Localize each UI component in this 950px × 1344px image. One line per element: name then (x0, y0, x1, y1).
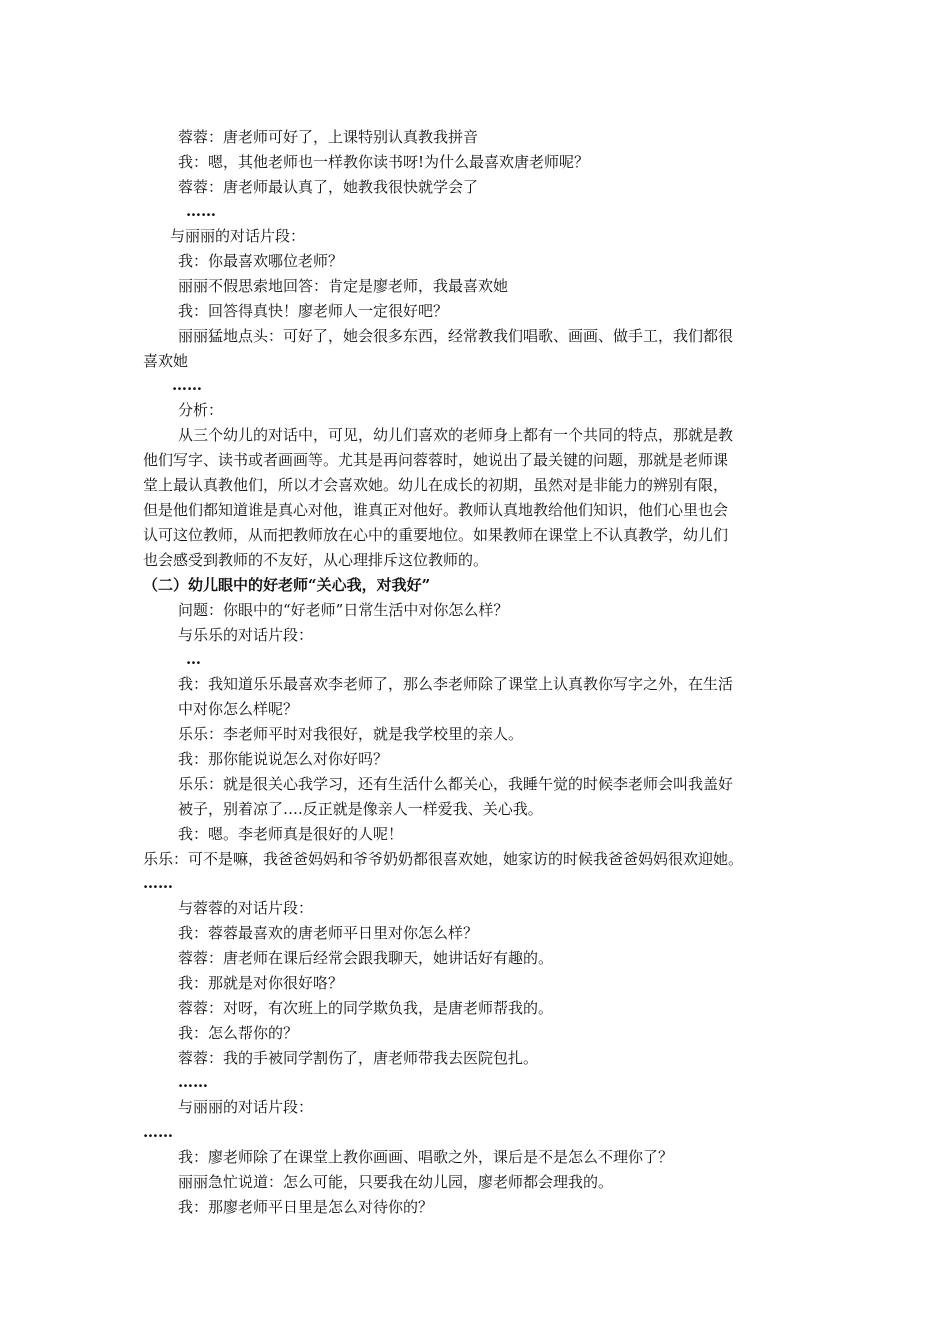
paragraph-line: 认可这位教师，从而把教师放在心中的重要地位。如果教师在课堂上不认真教学，幼儿们 (143, 526, 729, 544)
paragraph-line: 他们写字、读书或者画画等。尤其是再问蓉蓉时，她说出了最关键的问题，那就是老师课 (143, 451, 729, 469)
text-line: 我：那廖老师平日里是怎么对待你的？ (178, 1198, 434, 1216)
text-line: 乐乐：可不是嘛，我爸爸妈妈和爷爷奶奶都很喜欢她，她家访的时候我爸爸妈妈很欢迎她。 (143, 850, 744, 868)
text-line: 丽丽猛地点头：可好了，她会很多东西，经常教我们唱歌、画画、做手工，我们都很 (178, 327, 734, 345)
ellipsis-line: …… (143, 874, 173, 892)
text-line: 丽丽急忙说道：怎么可能，只要我在幼儿园，廖老师都会理我的。 (178, 1173, 614, 1191)
text-line: 与蓉蓉的对话片段： (178, 899, 314, 917)
ellipsis-line: … (186, 650, 201, 668)
text-line: 我：我知道乐乐最喜欢李老师了，那么李老师除了课堂上认真教你写字之外，在生活 (178, 675, 734, 693)
text-line: 我：怎么帮你的？ (178, 1024, 299, 1042)
text-line: 喜欢她 (143, 352, 189, 370)
section-heading: （二）幼儿眼中的好老师“关心我，对我好” (143, 576, 431, 594)
text-line: 蓉蓉：对呀，有次班上的同学欺负我，是唐老师帮我的。 (178, 999, 554, 1017)
text-line: 我：回答得真快！廖老师人一定很好吧？ (178, 302, 449, 320)
text-line: 我：那你能说说怎么对你好吗？ (178, 750, 389, 768)
text-line: 蓉蓉：我的手被同学割伤了，唐老师带我去医院包扎。 (178, 1049, 539, 1067)
text-line: 丽丽不假思索地回答：肯定是廖老师，我最喜欢她 (178, 277, 509, 295)
text-line: 蓉蓉：唐老师在课后经常会跟我聊天，她讲话好有趣的。 (178, 949, 554, 967)
paragraph-line: 也会感受到教师的不友好，从心理排斥这位教师的。 (143, 551, 489, 569)
ellipsis-line: …… (143, 1123, 173, 1141)
text-line: 我：那就是对你很好咯？ (178, 974, 344, 992)
paragraph-line: 堂上最认真教他们，所以才会喜欢她。幼儿在成长的初期，虽然对是非能力的辨别有限， (143, 476, 729, 494)
ellipsis-line: …… (178, 1073, 208, 1091)
text-line: 与乐乐的对话片段： (178, 626, 314, 644)
text-line: 我：嗯。李老师真是很好的人呢！ (178, 825, 404, 843)
text-line: 乐乐：就是很关心我学习，还有生活什么都关心，我睡午觉的时候李老师会叫我盖好 (178, 775, 734, 793)
paragraph-line: 但是他们都知道谁是真心对他，谁真正对他好。教师认真地教给他们知识，他们心里也会 (143, 501, 729, 519)
text-line: 问题：你眼中的“好老师”日常生活中对你怎么样？ (178, 601, 509, 619)
paragraph-line: 从三个幼儿的对话中，可见，幼儿们喜欢的老师身上都有一个共同的特点，那就是教 (178, 426, 734, 444)
ellipsis-line: …… (172, 376, 202, 394)
text-line: 蓉蓉：唐老师最认真了，她教我很快就学会了 (178, 178, 479, 196)
text-line: 与丽丽的对话片段： (178, 1098, 314, 1116)
text-line: 我：你最喜欢哪位老师？ (178, 252, 344, 270)
text-line: 分析： (178, 401, 224, 419)
text-line: 乐乐：李老师平时对我很好，就是我学校里的亲人。 (178, 725, 524, 743)
text-line: 我：嗯，其他老师也一样教你读书呀!为什么最喜欢唐老师呢？ (178, 153, 590, 171)
text-line: 中对你怎么样呢？ (178, 700, 299, 718)
text-line: 我：蓉蓉最喜欢的唐老师平日里对你怎么样？ (178, 924, 479, 942)
text-line: 与丽丽的对话片段： (170, 227, 306, 245)
text-line: 蓉蓉：唐老师可好了，上课特别认真教我拼音 (178, 128, 479, 146)
ellipsis-line: …… (186, 202, 216, 220)
text-line: 被子，别着凉了….反正就是像亲人一样爱我、关心我。 (178, 800, 543, 818)
text-line: 我：廖老师除了在课堂上教你画画、唱歌之外，课后是不是怎么不理你了？ (178, 1148, 674, 1166)
